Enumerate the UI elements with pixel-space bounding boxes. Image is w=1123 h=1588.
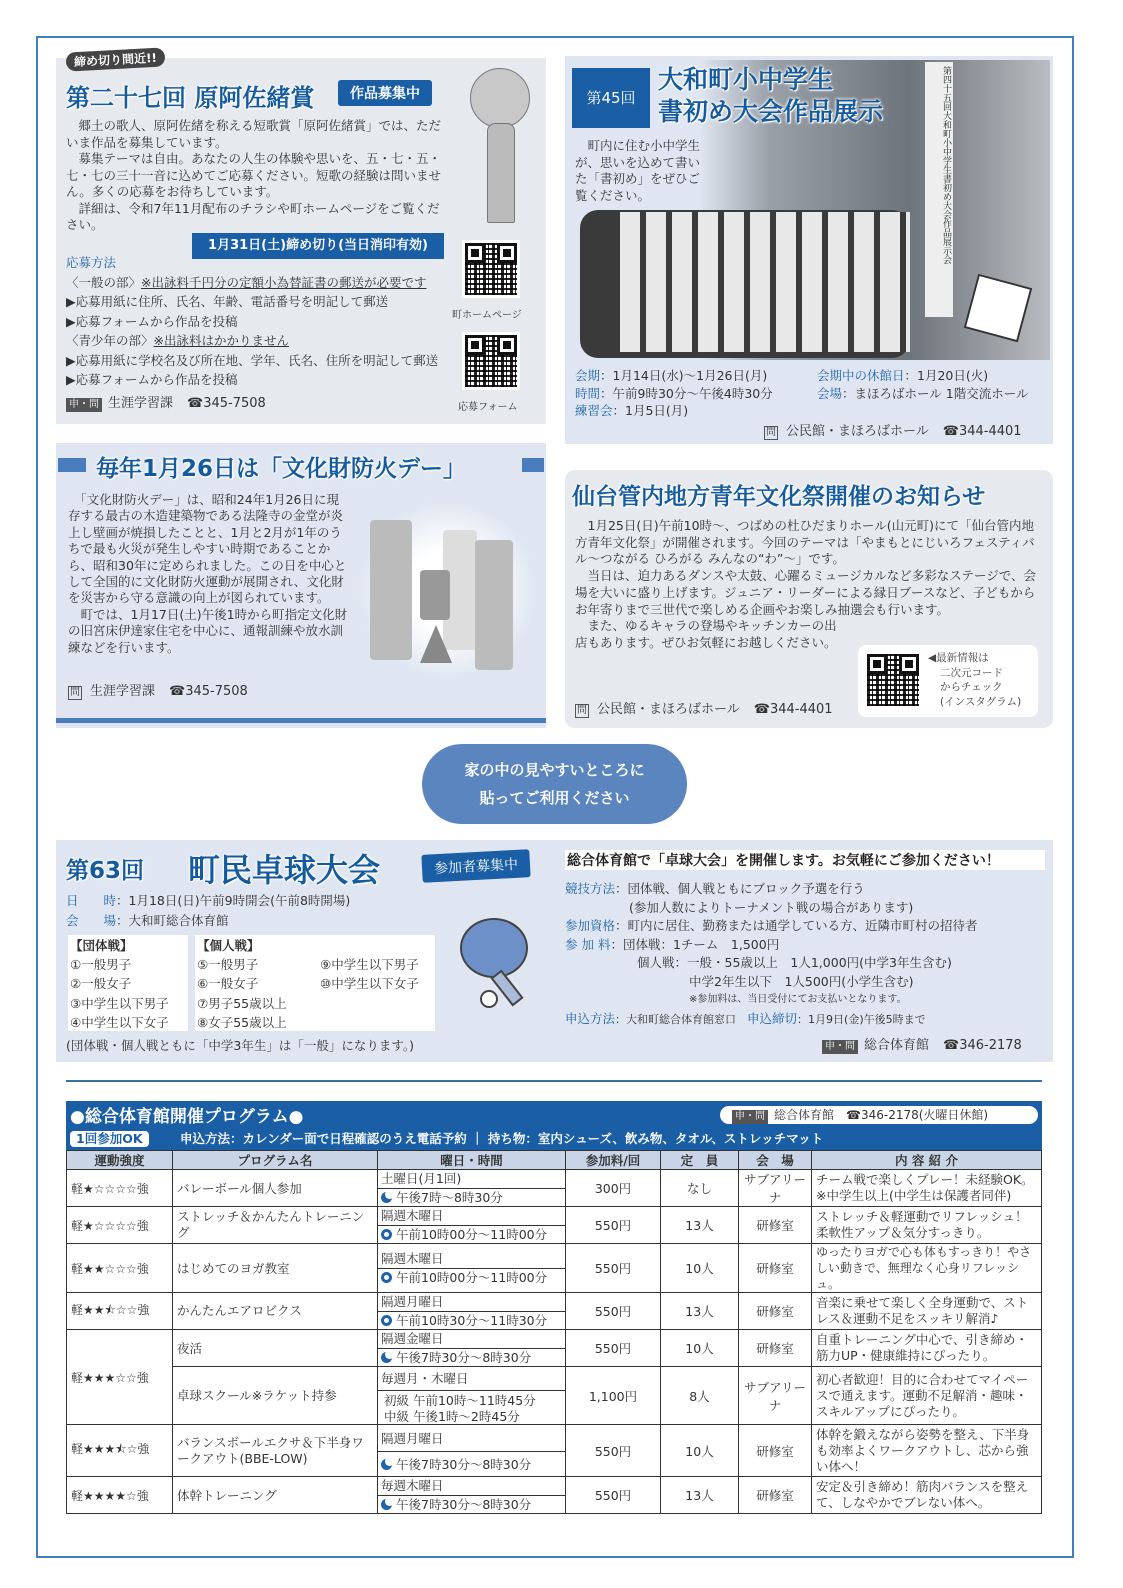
homepage-qr-caption: 町ホームページ — [452, 310, 522, 321]
shozome-details: 会期：1月14日(水)～1月26日(月) 会期中の休館日：1月20日(火) 時間：午前9時30分～午後4時30分 会場：まほろばホール 1階交流ホール 練習会：1月5日(月) — [575, 368, 1029, 418]
moon-icon — [381, 1459, 392, 1470]
one-time-ok-badge: 1回参加OK — [70, 1131, 149, 1147]
table-header-row — [67, 1151, 1042, 1170]
sun-icon — [381, 1229, 392, 1240]
individual-events-youth: ⑨中学生以下男子 ⑩中学生以下女子 — [320, 957, 419, 992]
banner-vertical: 第四十五回大和町小中学生書初め大会作品展示会 — [925, 62, 953, 317]
table-row: 軽★☆☆☆☆強 ストレッチ＆かんたんトレーニング 隔週木曜日 午前10時00分～11時00分 550円 13人 研修室 ストレッチ＆軽運動でリフレッシュ！柔軟性アップ＆気分すっきり。 — [67, 1207, 1042, 1244]
apply-methods: 応募方法 〈一般の部〉※出詠料千円分の定額小為替証書の郵送が必要です ▶応募用紙に住所、氏名、年齢、電話番号を明記して郵送 ▶応募フォームから作品を投稿 〈青少年の部〉※出詠料はかかりません ▶応募用紙に学校名及び所在地、学年、氏名、住所を明記して郵送 ▶応募フォームから作品を投稿 — [66, 255, 439, 387]
seinen-inquiry: 問 公民館・まほろばホール ☎344-4401 — [577, 702, 833, 717]
form-qr-caption: 応募フォーム — [458, 402, 518, 413]
fire-drill-illustration — [355, 500, 540, 680]
instagram-note: ◀最新情報は 二次元コード からチェック (インスタグラム) — [928, 652, 1022, 708]
bunkazai-body: 「文化財防火デー」は、昭和24年1月26日に現存する最古の木造建築物である法隆寺の金堂が炎上し壁画が焼損したことと、1月と2月が1年のうちで最も火災が発生しやすい時期であることから、昭和30年に定められました。この日を中心として全国的に文化財防火運動が展開され、文化財を災害から守る意識の向上が図られています。 町では、1月17日(土)午後1時から町指定文化財の旧宮床伊達家住宅を中心に、通報訓練や放水訓練などを行います。 — [68, 492, 348, 655]
takkyu-schedule: 日 時：1月18日(日)午前9時開会(午前8時開場) 会 場：大和町総合体育館 — [66, 893, 351, 928]
col-capacity: 定 員 — [661, 1151, 739, 1170]
haraasao-title: 第二十七回 原阿佐緒賞 — [66, 84, 315, 112]
table-row: 卓球スクール※ラケット持参 毎週月・木曜日 初級 午前10時～11時45分 中級 午後1時～2時45分 1,100円 8人 サブアリーナ 初心者歓迎！目的に合わせてマイペースで通えます。運動不足解消・趣味・スキルアップにぴったり。 — [67, 1367, 1042, 1425]
seinen-title: 仙台管内地方青年文化祭開催のお知らせ — [572, 484, 986, 510]
shozome-intro: 町内に住む小中学生が、思いを込めて書いた「書初め」をぜひご覧ください。 — [575, 138, 701, 203]
homepage-qr-code[interactable] — [462, 240, 520, 298]
table-row: 軽★★⯪☆☆強 かんたんエアロビクス 隔週月曜日 午前10時30分～11時30分 550円 13人 研修室 音楽に乗せて楽しく全身運動で、ストレス＆運動不足をスッキリ解消♪ — [67, 1293, 1042, 1330]
table-row: 軽★★★☆☆強 夜活 隔週金曜日 午後7時30分～8時30分 550円 10人 研修室 自重トレーニング中心で、引き締め・筋力UP・健康維持にぴったり。 — [67, 1330, 1042, 1367]
sun-icon — [381, 1315, 392, 1326]
title-bar-right — [522, 458, 544, 472]
takkyu-footnote: (団体戦・個人戦ともに「中学3年生」は「一般」になります。) — [66, 1038, 414, 1053]
program-apply-info: 申込方法：カレンダー面で日程確認のうえ電話予約 ｜ 持ち物：室内シューズ、飲み物、タオル、ストレッチマット — [180, 1131, 824, 1146]
recruiting-tag: 作品募集中 — [338, 80, 432, 106]
table-row: 軽★★★★☆強 体幹トレーニング 毎週木曜日 午後7時30分～8時30分 550円 13人 研修室 安定＆引き締め！筋肉バランスを整えて、しなやかでブレない体へ。 — [67, 1477, 1042, 1514]
title-bar-left — [58, 458, 86, 472]
col-description: 内 容 紹 介 — [812, 1151, 1042, 1170]
col-schedule: 曜日・時間 — [378, 1151, 566, 1170]
paddle-icon — [460, 918, 540, 1008]
deadline-banner: 1月31日(土)締め切り(当日消印有効) — [192, 233, 444, 259]
form-qr-code[interactable] — [462, 332, 520, 390]
team-events: 【団体戦】 ①一般男子 ②一般女子 ③中学生以下男子 ④中学生以下女子 — [70, 938, 169, 1030]
col-fee: 参加料/回 — [566, 1151, 661, 1170]
edition-tag: 第45回 — [572, 68, 650, 128]
table-row: 軽★☆☆☆☆強 バレーボール個人参加 土曜日(月1回) 午後7時～8時30分 300円 なし サブアリーナ チーム戦で楽しくプレー！未経験OK。※中学生以上(中学生は保護者同伴) — [67, 1170, 1042, 1207]
takkyu-edition: 第63回 — [66, 858, 145, 884]
individual-events: 【個人戦】 ⑤一般男子 ⑥一般女子 ⑦男子55歳以上 ⑧女子55歳以上 — [197, 938, 287, 1030]
instagram-qr-code[interactable] — [864, 651, 922, 709]
haraasao-inquiry: 申・問 生涯学習課 ☎345-7508 — [66, 396, 266, 413]
table-row: 軽★★★⯪☆強 バランスボールエクサ＆下半身ワークアウト(BBE-LOW) 隔週月曜日 午後7時30分～8時30分 550円 10人 研修室 体幹を鍛えながら姿勢を整え、下半身も効率よくワークアウトし、芯から強い体へ！ — [67, 1425, 1042, 1477]
notice-pill: 家の中の見やすいところに 貼ってご利用ください — [422, 744, 687, 824]
calligraphy-sheets — [620, 212, 910, 352]
program-inquiry: 申・問 総合体育館 ☎346-2178(火曜日休館) — [720, 1106, 1038, 1124]
sun-icon — [381, 1272, 392, 1283]
moon-icon — [381, 1192, 392, 1203]
moon-icon — [381, 1499, 392, 1510]
seinen-body: 1月25日(日)午前10時～、つばめの杜ひだまりホール(山元町)にて「仙台管内地方青年文化祭」が開催されます。今回のテーマは「やまもとにじいろフェスティバル～つながる ひろがる みんなの“わ”～」です。 当日は、迫力あるダンスや太鼓、心躍るミュージカルなど多彩なステージで、会場を大いに盛り上げます。ジュニア・リーダーによる縁日ブースなど、子どもからお年寄りまで三世代で楽しめる企画やお楽しみ抽選会も行います。 また、ゆるキャラの登場やキッチンカーの出店もあります。ぜひお気軽にお越しください。 — [575, 518, 1037, 650]
shozome-inquiry: 問 公民館・まほろばホール ☎344-4401 — [766, 424, 1022, 439]
participants-tag: 参加者募集中 — [421, 849, 530, 883]
moon-icon — [381, 1352, 392, 1363]
bunkazai-bottom-rule — [56, 718, 546, 723]
program-table — [66, 1150, 1042, 1514]
takkyu-rules: 競技方法：団体戦、個人戦ともにブロック予選を行う (参加人数によりトーナメント戦の場合があります) 参加資格：町内に居住、勤務または通学している方、近隣市町村の招待者 参 加 料：団体戦：1チーム 1,500円 個人戦：一般・55歳以上 1人1,000円(中学3年生含む) 中学2年生以下 1人500円(小学生含む) ※参加料は、当日受付にてお支払いとなります。 申込方法：大和町総合体育館窓口 申込締切：1月9日(金)午後5時まで — [565, 881, 978, 1026]
deadline-badge: 締め切り間近!! — [66, 47, 166, 71]
takkyu-headline: 総合体育館で「卓球大会」を開催します。お気軽にご参加ください！ — [565, 850, 1045, 870]
bunkazai-inquiry: 問 生涯学習課 ☎345-7508 — [70, 684, 248, 699]
takkyu-inquiry: 申・問 総合体育館 ☎346-2178 — [822, 1038, 1022, 1055]
shozome-title: 大和町小中学生 書初め大会作品展示 — [658, 65, 884, 126]
bunkazai-title: 毎年1月26日は「文化財防火デー」 — [96, 456, 467, 482]
section-divider — [66, 1080, 1042, 1082]
haraasao-body: 郷土の歌人、原阿佐緒を称える短歌賞「原阿佐緒賞」では、ただいま作品を募集しています。 募集テーマは自由。あなたの人生の体験や思いを、五・七・五・七・七の三十一音に込めてご応募ください。短歌の経験は問いません。多くの応募をお待ちしています。 詳細は、令和7年11月配布のチラシや町ホームページをご覧ください。 — [66, 118, 442, 232]
poet-illustration — [465, 68, 540, 228]
col-program: プログラム名 — [173, 1151, 378, 1170]
col-intensity: 運動強度 — [67, 1151, 173, 1170]
table-row: 軽★★☆☆☆強 はじめてのヨガ教室 隔週木曜日 午前10時00分～11時00分 550円 10人 研修室 ゆったりヨガで心も体もすっきり！やさしい動きで、無理なく心身リフレッシュ。 — [67, 1244, 1042, 1293]
takkyu-title: 町民卓球大会 — [188, 851, 381, 889]
program-title: ●総合体育館開催プログラム● — [70, 1107, 304, 1127]
col-venue: 会 場 — [739, 1151, 812, 1170]
